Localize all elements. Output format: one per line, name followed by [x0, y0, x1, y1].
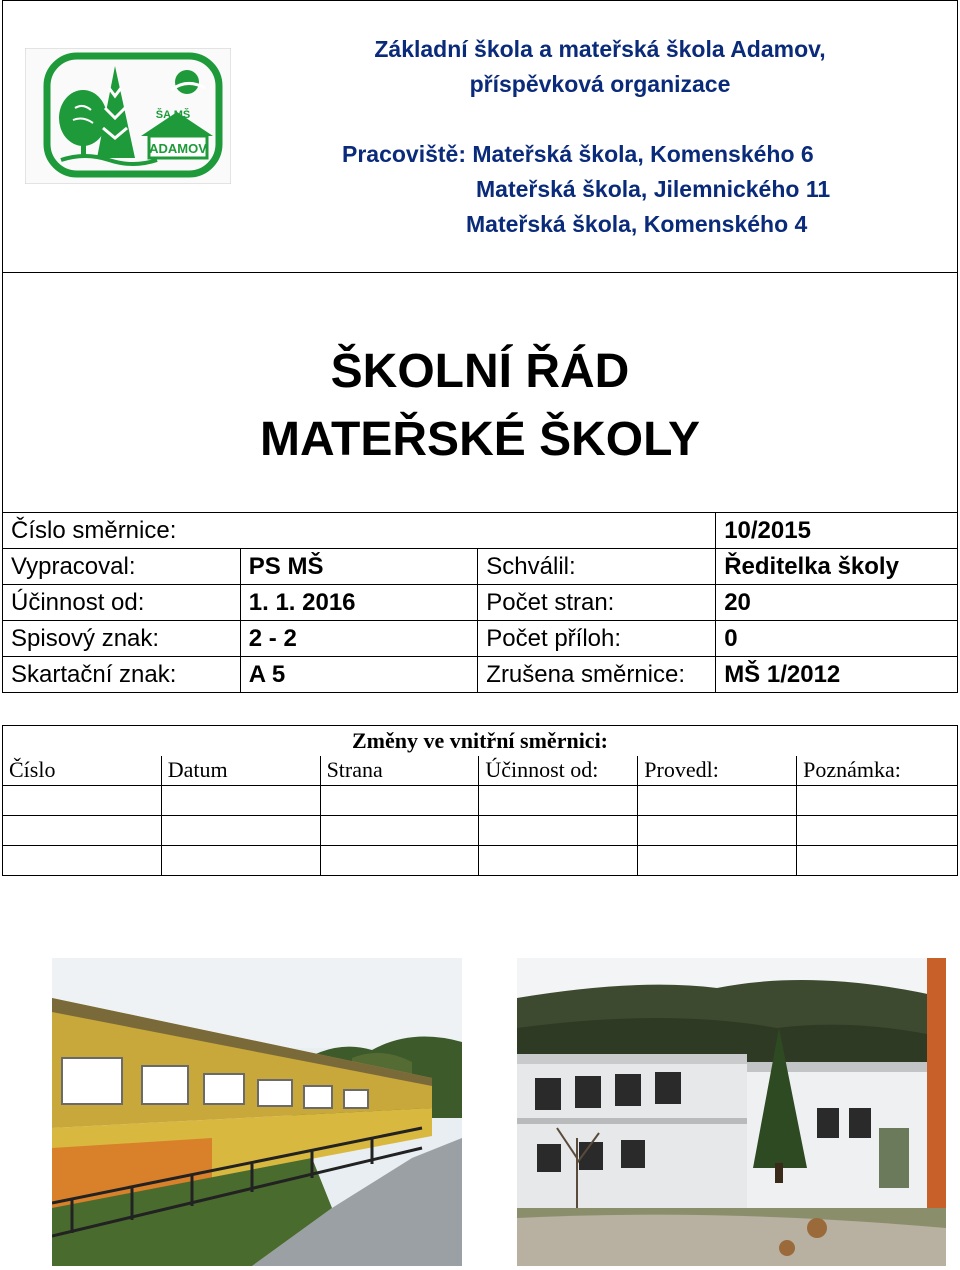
table-cell	[320, 816, 479, 846]
table-cell	[161, 786, 320, 816]
changes-table	[2, 725, 958, 876]
workplace-line1: Pracoviště: Mateřská škola, Komenského 6	[342, 141, 814, 167]
ucinnost-label: Účinnost od:	[3, 585, 241, 621]
school-logo	[25, 48, 231, 184]
pocet-priloh-value: 0	[716, 621, 958, 657]
col-header-ucinnost: Účinnost od:	[479, 756, 638, 786]
ucinnost-value: 1. 1. 2016	[240, 585, 478, 621]
logo-text: ADAMOV	[149, 141, 207, 156]
org-name-line2: příspěvková organizace	[469, 71, 731, 97]
cislo-label: Číslo směrnice:	[3, 513, 716, 549]
table-cell	[638, 846, 797, 876]
table-cell	[3, 786, 162, 816]
col-header-poznamka: Poznámka:	[797, 756, 958, 786]
table-cell	[797, 816, 958, 846]
info-row	[3, 549, 958, 585]
spisovy-label: Spisový znak:	[3, 621, 241, 657]
document-title-line1: ŠKOLNÍ ŘÁD	[330, 345, 630, 398]
schvalil-label: Schválil:	[478, 549, 716, 585]
table-cell	[638, 816, 797, 846]
vypracoval-value: PS MŠ	[240, 549, 478, 585]
cislo-value: 10/2015	[716, 513, 958, 549]
info-row	[3, 657, 958, 693]
skartacni-value: A 5	[240, 657, 478, 693]
col-header-cislo: Číslo	[3, 756, 162, 786]
table-cell	[479, 786, 638, 816]
pocet-stran-value: 20	[716, 585, 958, 621]
pocet-stran-label: Počet stran:	[478, 585, 716, 621]
org-name-line1: Základní škola a mateřská škola Adamov,	[374, 36, 826, 62]
table-cell	[3, 816, 162, 846]
table-cell	[797, 786, 958, 816]
table-cell	[638, 786, 797, 816]
table-cell	[797, 846, 958, 876]
schvalil-value: Ředitelka školy	[716, 549, 958, 585]
skartacni-label: Skartační znak:	[3, 657, 241, 693]
logo-small-text: ŠA MŠ	[155, 109, 191, 121]
pocet-priloh-label: Počet příloh:	[478, 621, 716, 657]
spisovy-value: 2 - 2	[240, 621, 478, 657]
school-building-photo-2	[517, 958, 946, 1266]
changes-header-row	[3, 756, 958, 786]
zrusena-label: Zrušena směrnice:	[478, 657, 716, 693]
changes-caption-row	[3, 726, 958, 756]
table-cell	[479, 816, 638, 846]
table-row	[3, 816, 958, 846]
workplace-line2: Mateřská škola, Jilemnického 11	[476, 176, 831, 202]
table-cell	[3, 846, 162, 876]
table-cell	[320, 846, 479, 876]
document-title-line2: MATEŘSKÉ ŠKOLY	[259, 413, 701, 466]
info-row	[3, 621, 958, 657]
col-header-datum: Datum	[161, 756, 320, 786]
school-building-photo-1	[52, 958, 462, 1266]
info-table	[2, 512, 958, 693]
table-row	[3, 786, 958, 816]
table-cell	[161, 846, 320, 876]
workplace-line3: Mateřská škola, Komenského 4	[466, 211, 808, 237]
info-row	[3, 585, 958, 621]
col-header-strana: Strana	[320, 756, 479, 786]
vypracoval-label: Vypracoval:	[3, 549, 241, 585]
table-cell	[320, 786, 479, 816]
table-cell	[479, 846, 638, 876]
table-row	[3, 846, 958, 876]
zrusena-value: MŠ 1/2012	[716, 657, 958, 693]
info-row	[3, 513, 958, 549]
changes-caption: Změny ve vnitřní směrnici:	[3, 726, 958, 756]
col-header-provedl: Provedl:	[638, 756, 797, 786]
table-cell	[161, 816, 320, 846]
